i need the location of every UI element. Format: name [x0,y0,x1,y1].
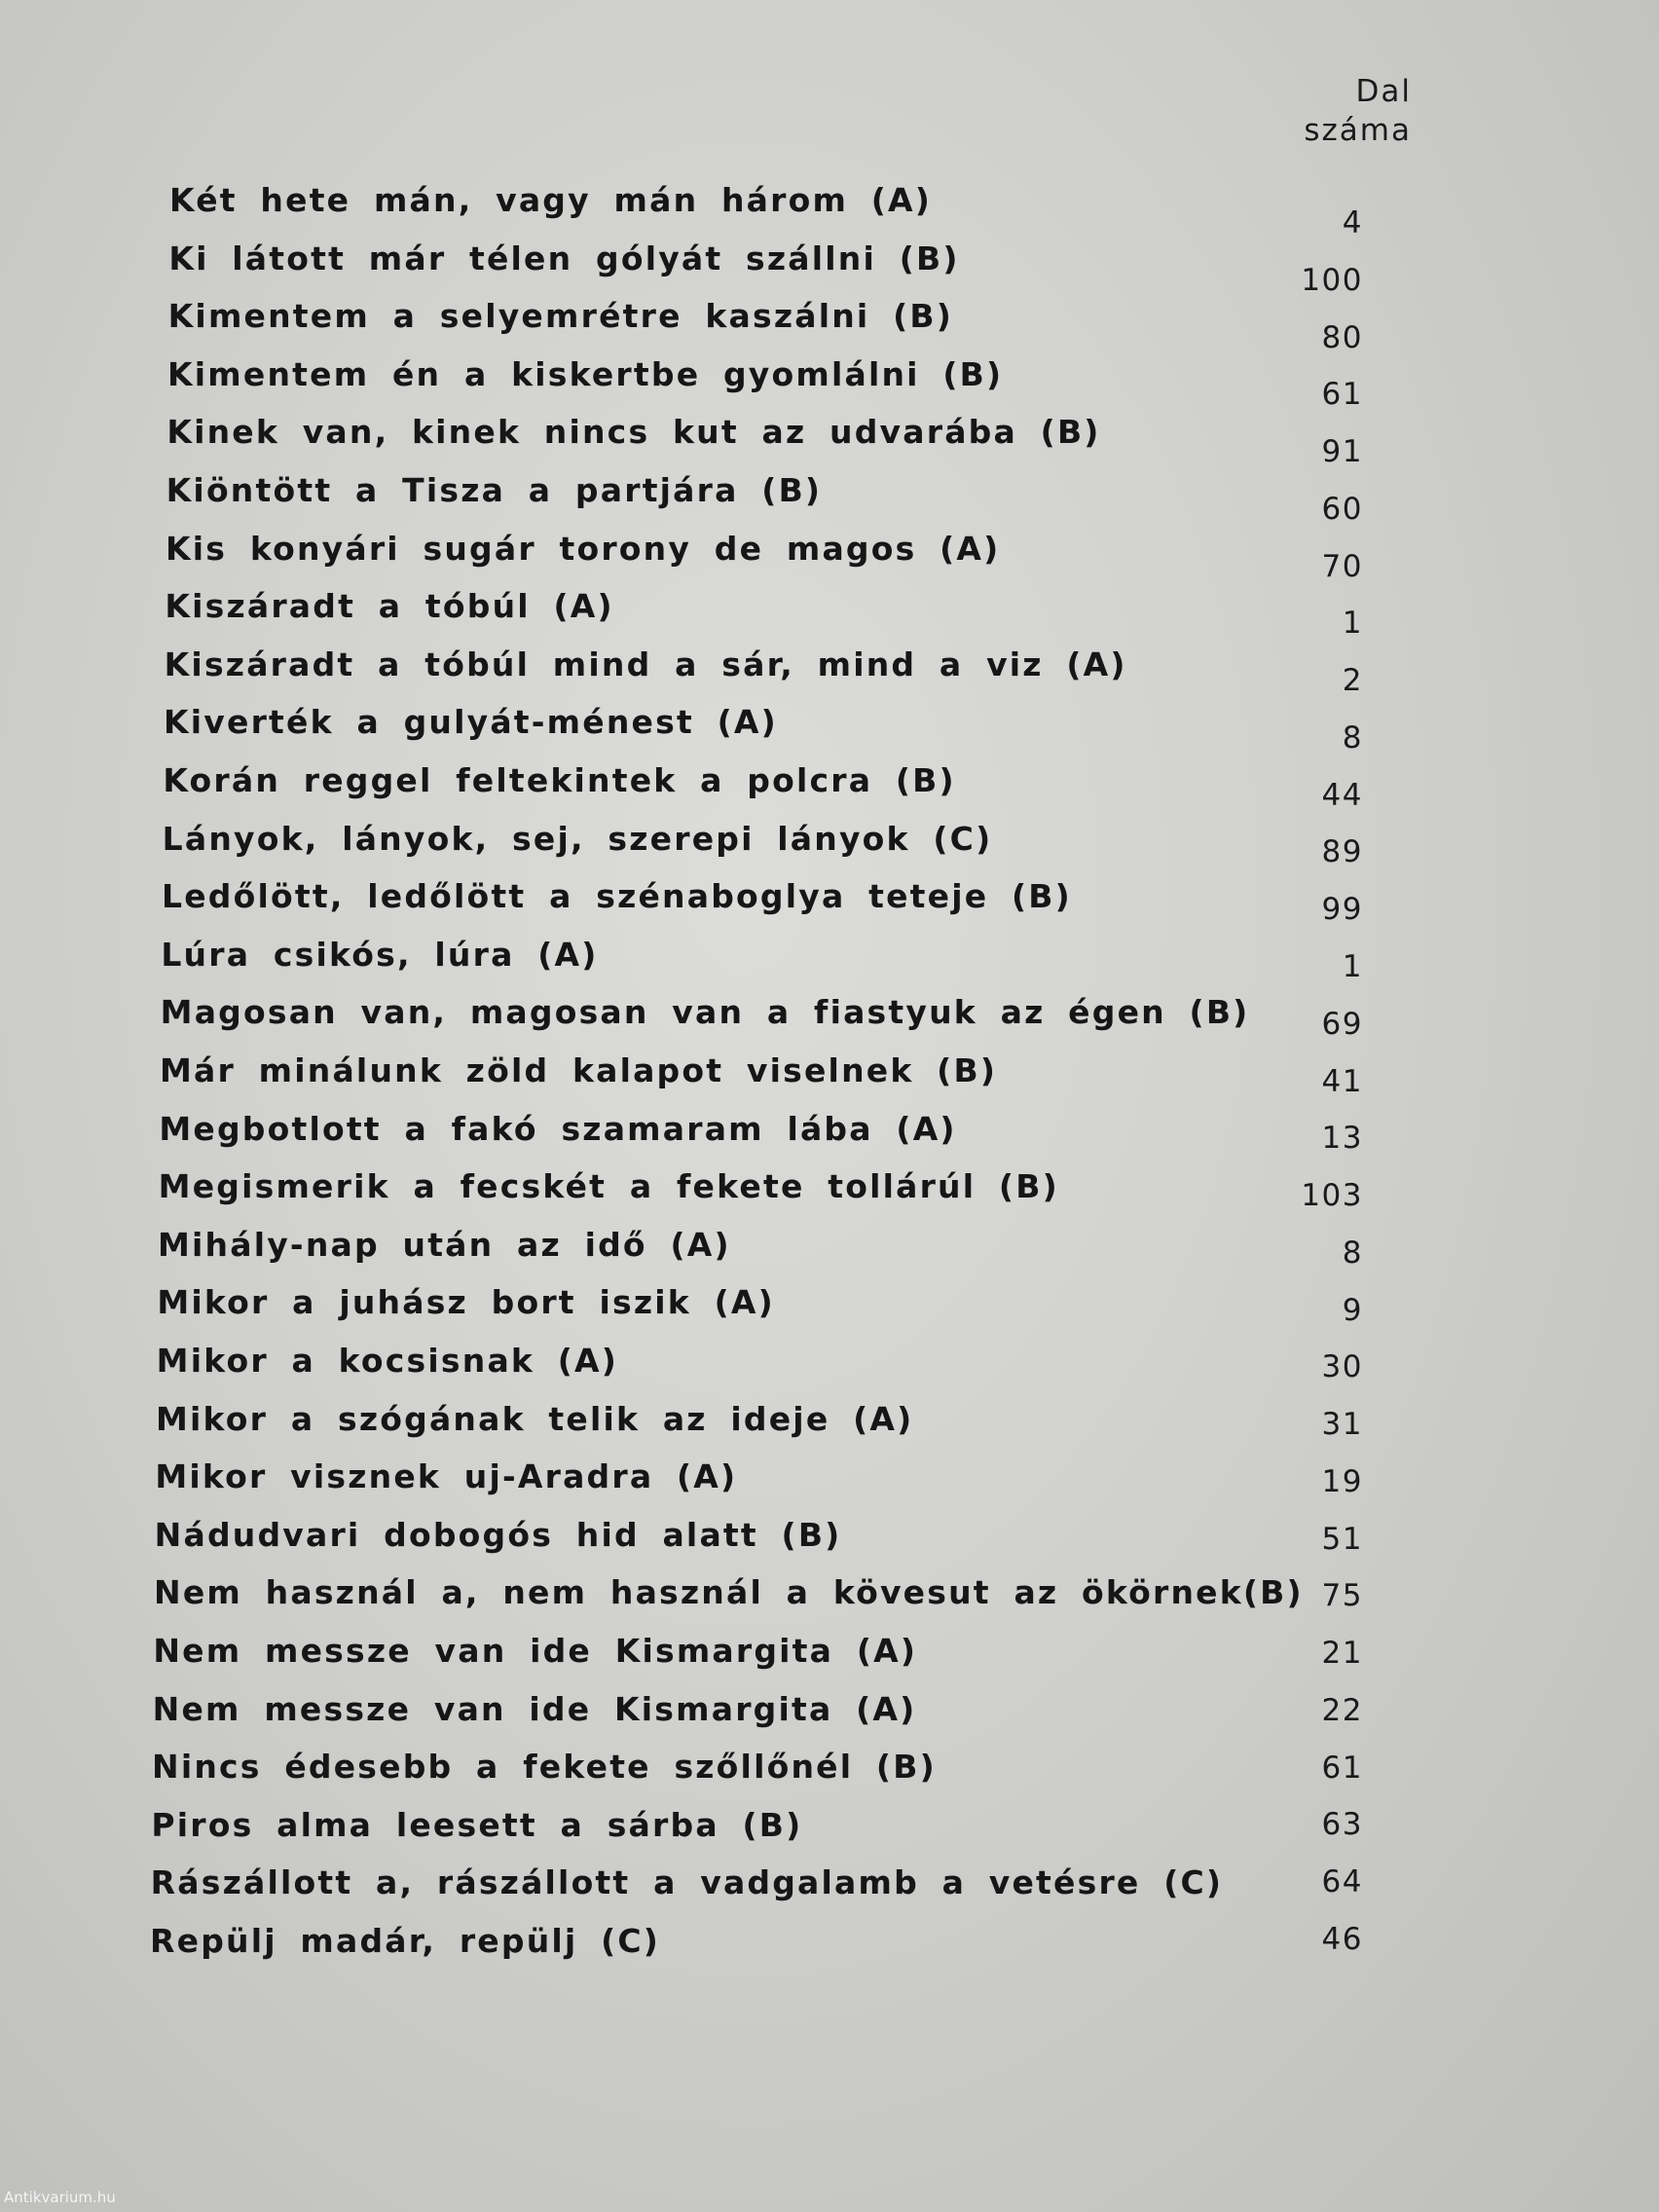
index-entry [0,761,1659,813]
song-number: 41 [1321,1063,1363,1099]
song-title: Megismerik a fecskét a fekete tollárúl (B) [158,1167,1059,1206]
song-title: Két hete mán, vagy mán három (A) [169,181,933,219]
index-entry [0,587,1659,642]
song-title: Kiszáradt a tóbúl mind a sár, mind a viz (A) [164,645,1127,683]
index-entry [0,1051,1659,1100]
song-number: 89 [1321,834,1363,870]
song-title: Nincs édesebb a fekete szőllőnél (B) [152,1748,937,1787]
song-number: 1 [1342,948,1363,984]
song-title: Rászállott a, rászállott a vadgalamb a vetésre (C) [150,1863,1224,1902]
song-number: 22 [1321,1692,1363,1728]
song-number: 91 [1321,434,1363,470]
song-number: 30 [1321,1349,1363,1385]
song-number: 19 [1321,1463,1363,1499]
song-number: 8 [1342,719,1363,756]
song-title: Kiöntött a Tisza a partjára (B) [166,471,823,509]
index-entry [0,1922,1659,1971]
index-entry [0,471,1659,527]
song-title: Lányok, lányok, sej, szerepi lányok (C) [162,819,993,858]
index-entry [0,1110,1659,1159]
index-entry [0,703,1659,756]
song-title: Kis konyári sugár torony de magos (A) [166,529,1001,568]
song-title: Kiszáradt a tóbúl (A) [165,587,614,626]
index-entry [0,413,1659,470]
song-title: Már minálunk zöld kalapot viselnek (B) [160,1051,998,1089]
watermark: Antikvarium.hu [4,2189,116,2206]
index-entry [0,1516,1659,1565]
index-entry [0,354,1659,413]
index-entry [0,1806,1659,1855]
song-number: 60 [1321,491,1363,527]
header-line-1: Dal [1355,74,1412,109]
song-title: Nem messze van ide Kismargita (A) [153,1632,918,1670]
song-title: Mikor a kocsisnak (A) [156,1342,619,1380]
song-title: Nem messze van ide Kismargita (A) [152,1689,917,1728]
index-entry [0,1342,1659,1390]
song-title: Ledőlött, ledőlött a szénaboglya teteje (B) [162,877,1072,916]
song-number: 31 [1321,1407,1363,1443]
song-title: Mikor visznek uj-Aradra (A) [155,1457,738,1496]
index-entry [0,297,1659,355]
song-number: 70 [1321,548,1363,584]
song-title: Mihály-nap után az idő (A) [158,1225,731,1264]
song-title: Korán reggel feltekintek a polcra (B) [163,761,956,799]
song-title: Mikor a juhász bort iszik (A) [157,1283,775,1322]
index-entry [0,877,1659,926]
song-number: 2 [1342,663,1363,699]
index-entry [0,181,1659,240]
index-entry [0,1632,1659,1680]
song-title: Kimentem a selyemrétre kaszálni (B) [167,297,954,336]
song-number: 1 [1342,606,1363,642]
index-entry [0,820,1659,868]
song-number: 80 [1321,319,1363,355]
song-number: 63 [1321,1807,1363,1843]
index-entry [0,1226,1659,1274]
song-number: 4 [1342,205,1363,240]
song-number: 8 [1342,1235,1363,1271]
song-title: Megbotlott a fakó szamaram lába (A) [159,1109,957,1148]
index-entry [0,1748,1659,1796]
index-entry [0,239,1659,298]
index-entry [0,1400,1659,1449]
song-title: Ki látott már télen gólyát szállni (B) [168,239,960,277]
song-number: 75 [1321,1578,1363,1614]
song-number: 46 [1321,1922,1363,1957]
song-number: 64 [1321,1864,1363,1900]
song-number: 44 [1321,777,1363,813]
song-title: Mikor a szógának telik az ideje (A) [156,1399,914,1438]
song-number: 51 [1321,1521,1363,1557]
header-line-2: száma [1304,113,1412,148]
index-entry [0,1863,1659,1912]
index-entry [0,529,1659,584]
song-number: 61 [1321,377,1363,413]
song-title: Lúra csikós, lúra (A) [161,935,599,974]
song-title: Magosan van, magosan van a fiastyuk az égen (B) [160,993,1250,1032]
song-number: 99 [1321,892,1363,928]
index-entry [0,993,1659,1042]
index-entry [0,645,1659,699]
song-number: 9 [1342,1292,1363,1328]
song-title: Nádudvari dobogós hid alatt (B) [154,1515,842,1554]
index-entry [0,1690,1659,1739]
song-title: Piros alma leesett a sárba (B) [151,1805,803,1844]
song-number: 103 [1301,1178,1363,1214]
song-title: Kinek van, kinek nincs kut az udvarába (B) [166,413,1101,452]
index-entry [0,936,1659,984]
song-title: Nem használ a, nem használ a kövesut az ökörnek(B) [154,1573,1304,1612]
index-entry [0,1573,1659,1622]
song-title: Repülj madár, repülj (C) [150,1922,661,1960]
song-title: Kiverték a gulyát-ménest (A) [164,703,778,742]
song-number: 61 [1321,1750,1363,1786]
index-entry [0,1283,1659,1332]
song-number: 21 [1321,1636,1363,1672]
index-entry [0,1167,1659,1216]
index-entry [0,1457,1659,1506]
song-title: Kimentem én a kiskertbe gyomlálni (B) [167,354,1004,393]
song-number: 69 [1321,1006,1363,1042]
song-number: 100 [1301,262,1363,298]
song-number: 13 [1321,1121,1363,1157]
